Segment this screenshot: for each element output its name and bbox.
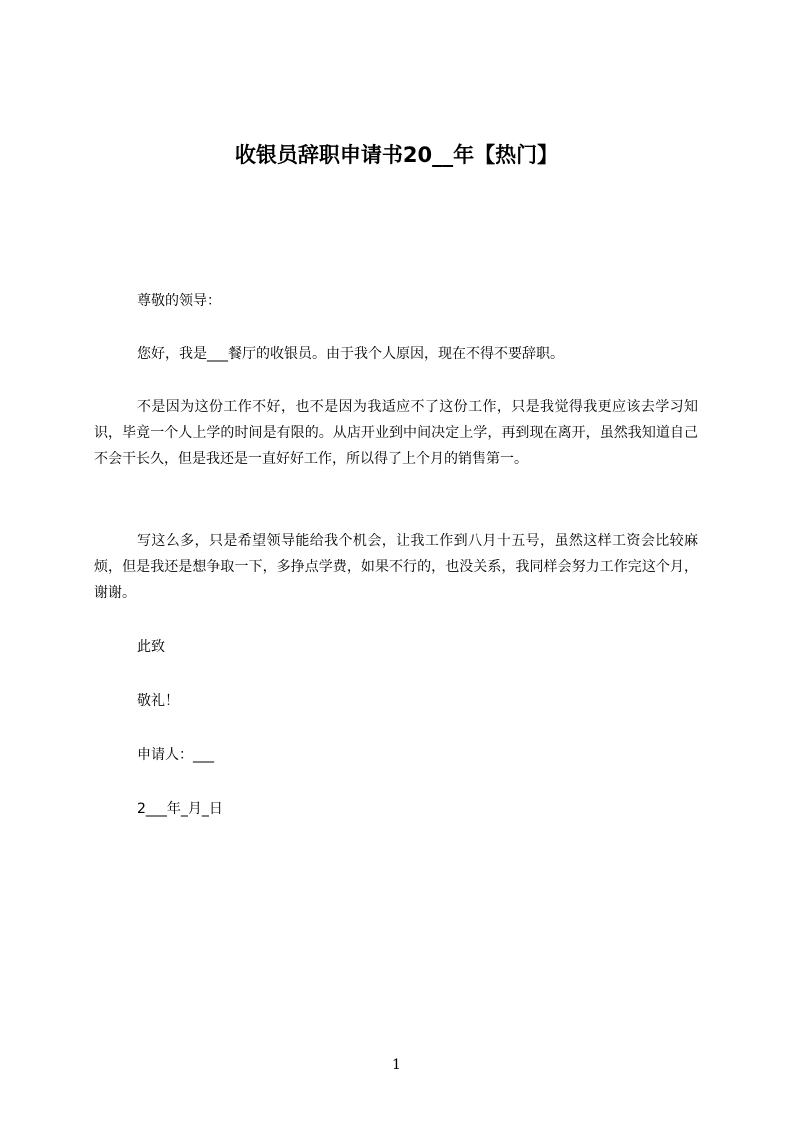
page-number: 1 — [392, 1057, 401, 1073]
closing-line-1: 此致 — [137, 639, 165, 655]
paragraph-1: 您好，我是___餐厅的收银员。由于我个人原因，现在不得不要辞职。 — [137, 346, 564, 362]
closing-line-2: 敬礼！ — [137, 693, 179, 709]
date-line: 2___年_月_日 — [137, 801, 223, 817]
paragraph-3: 写这么多，只是希望领导能给我个机会，让我工作到八月十五号，虽然这样工资会比较麻烦，但是我还是想争取一下，多挣点学费，如果不行的，也没关系，我同样会努力工作完这个月，谢谢。 — [94, 533, 698, 601]
applicant-line: 申请人：___ — [137, 747, 214, 763]
salutation: 尊敬的领导： — [137, 293, 221, 309]
document-title: 收银员辞职申请书20__年【热门】 — [234, 143, 559, 167]
paragraph-2: 不是因为这份工作不好，也不是因为我适应不了这份工作，只是我觉得我更应该去学习知识，毕竟一个人上学的时间是有限的。从店开业到中间决定上学，再到现在离开，虽然我知道自己不会干长久，但是我还是一直好好工作，所以得了上个月的销售第一。 — [94, 399, 698, 467]
